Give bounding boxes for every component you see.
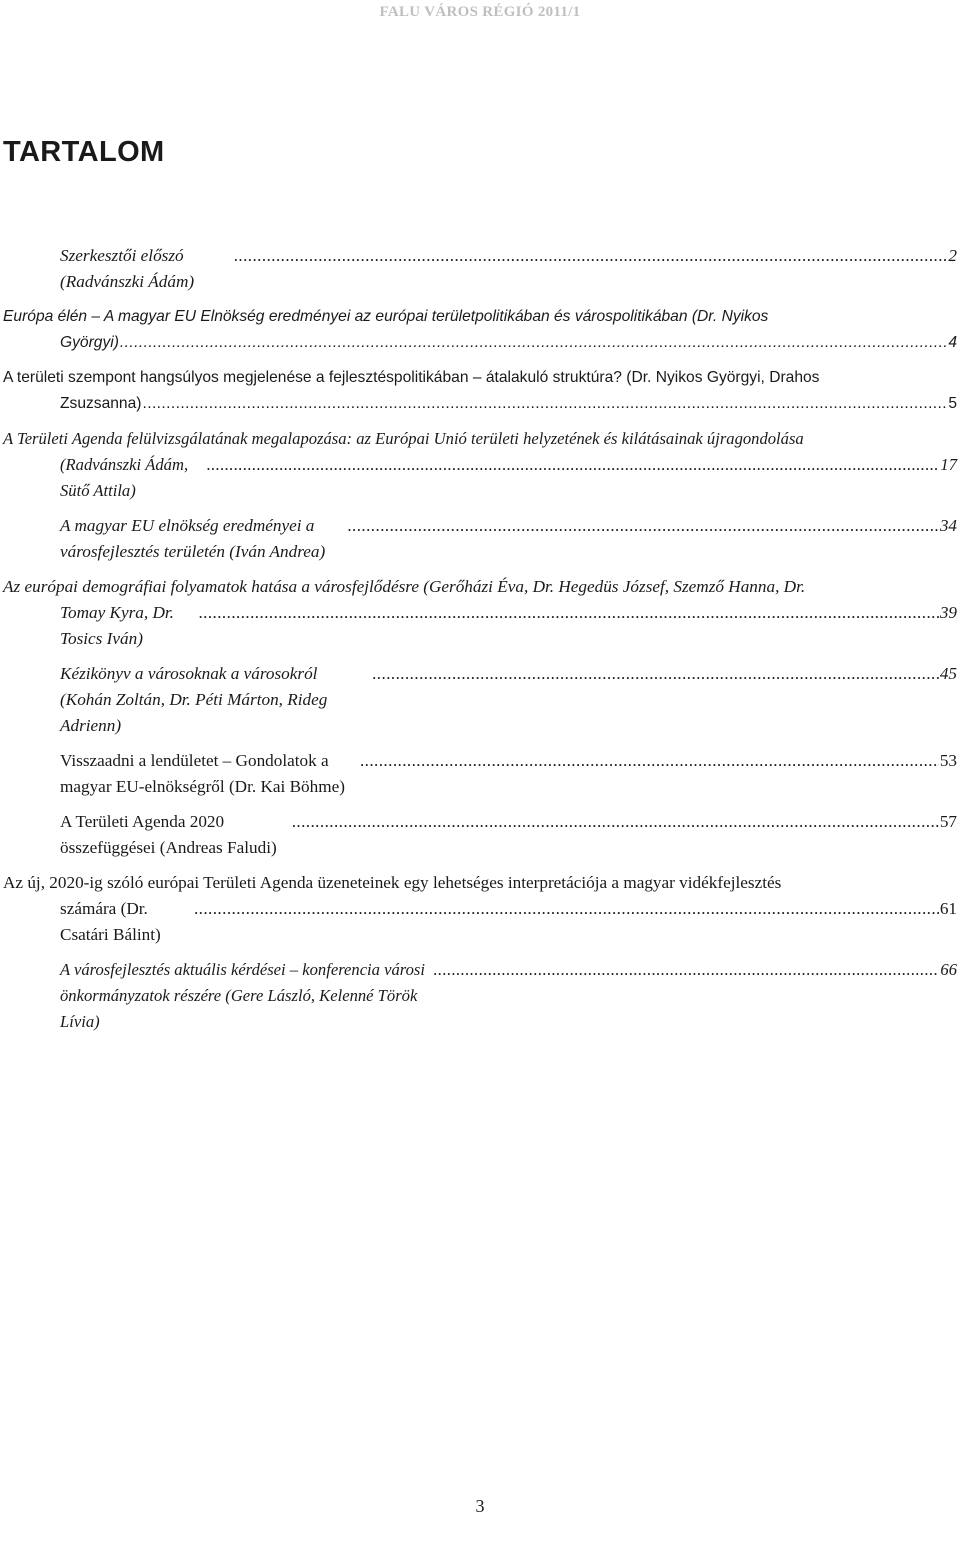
toc-entry-title: Szerkesztői előszó (Radvánszki Ádám) xyxy=(60,246,195,291)
toc-page-number: 61 xyxy=(939,899,957,918)
table-of-contents xyxy=(3,243,957,1035)
toc-entry[interactable] xyxy=(3,574,957,652)
toc-entry-title-cont: számára (Dr. Csatári Bálint) xyxy=(60,899,161,944)
toc-page-number: 45 xyxy=(939,664,957,683)
toc-entry-title: Kézikönyv a városoknak a városokról (Kohán Zoltán, Dr. Péti Márton, Rideg Adrienn) xyxy=(60,664,328,735)
toc-leader xyxy=(360,748,939,774)
page-number: 3 xyxy=(475,1496,485,1516)
page-title: TARTALOM xyxy=(3,136,165,168)
toc-leader xyxy=(348,513,939,539)
toc-leader xyxy=(194,896,939,922)
toc-entry-title: A területi szempont hangsúlyos megjelenése a fejlesztéspolitikában – átalakuló struktúra? (Dr. Nyikos Györgyi, Drahos xyxy=(3,369,820,386)
running-header: FALU VÁROS RÉGIÓ 2011/1 xyxy=(379,4,581,20)
toc-entry-title: Visszaadni a lendületet – Gondolatok a magyar EU-elnökségről (Dr. Kai Böhme) xyxy=(60,751,345,796)
toc-entry-title-cont: (Radvánszki Ádám, Sütő Attila) xyxy=(60,455,189,500)
toc-entry-title-cont: Tomay Kyra, Dr. Tosics Iván) xyxy=(60,603,174,648)
toc-entry-title: A Területi Agenda 2020 összefüggései (Andreas Faludi) xyxy=(60,812,277,857)
toc-leader xyxy=(234,243,947,269)
toc-leader xyxy=(292,809,939,835)
toc-leader xyxy=(142,391,947,417)
toc-leader xyxy=(434,957,940,983)
toc-entry-title: A Területi Agenda felülvizsgálatának megalapozása: az Európai Unió területi helyzetének és kilátásainak újragondolása xyxy=(3,429,804,448)
toc-entry-title: Európa élén – A magyar EU Elnökség eredményei az európai területpolitikában és várospolitikában (Dr. Nyikos xyxy=(3,308,769,325)
toc-entry-title-cont: Györgyi) xyxy=(60,334,119,351)
toc-entry[interactable] xyxy=(3,365,957,417)
toc-page-number: 2 xyxy=(948,246,957,265)
toc-entry-title: A magyar EU elnökség eredményei a városfejlesztés területén (Iván Andrea) xyxy=(60,516,326,561)
toc-entry-title: Az új, 2020-ig szóló európai Területi Agenda üzeneteinek egy lehetséges interpretációja a magyar vidékfejlesztés xyxy=(3,873,782,892)
toc-entry[interactable] xyxy=(3,513,957,565)
toc-entry[interactable] xyxy=(3,304,957,356)
toc-page-number: 17 xyxy=(940,455,957,474)
toc-leader xyxy=(372,661,938,687)
toc-page-number: 4 xyxy=(948,334,957,351)
toc-page-number: 53 xyxy=(939,751,957,770)
toc-leader xyxy=(120,330,947,356)
toc-entry[interactable] xyxy=(3,243,957,295)
toc-page-number: 5 xyxy=(948,395,957,412)
toc-entry[interactable] xyxy=(3,870,957,948)
toc-page-number: 39 xyxy=(939,603,957,622)
toc-leader xyxy=(207,452,940,478)
toc-entry[interactable] xyxy=(3,957,957,1035)
toc-leader xyxy=(199,600,939,626)
toc-page-number: 57 xyxy=(939,812,957,831)
toc-entry-title-cont: Zsuzsanna) xyxy=(60,395,142,412)
toc-entry-title: A városfejlesztés aktuális kérdései – konferencia városi önkormányzatok részére (Gere László, Kelenné Török Lívia) xyxy=(60,960,425,1031)
toc-entry[interactable] xyxy=(3,426,957,504)
toc-entry[interactable] xyxy=(3,809,957,861)
toc-entry[interactable] xyxy=(3,748,957,800)
toc-page-number: 34 xyxy=(939,516,957,535)
toc-entry[interactable] xyxy=(3,661,957,739)
toc-entry-title: Az európai demográfiai folyamatok hatása a városfejlődésre (Gerőházi Éva, Dr. Hegedüs József, Szemző Hanna, Dr. xyxy=(3,577,806,596)
toc-page-number: 66 xyxy=(940,960,957,979)
